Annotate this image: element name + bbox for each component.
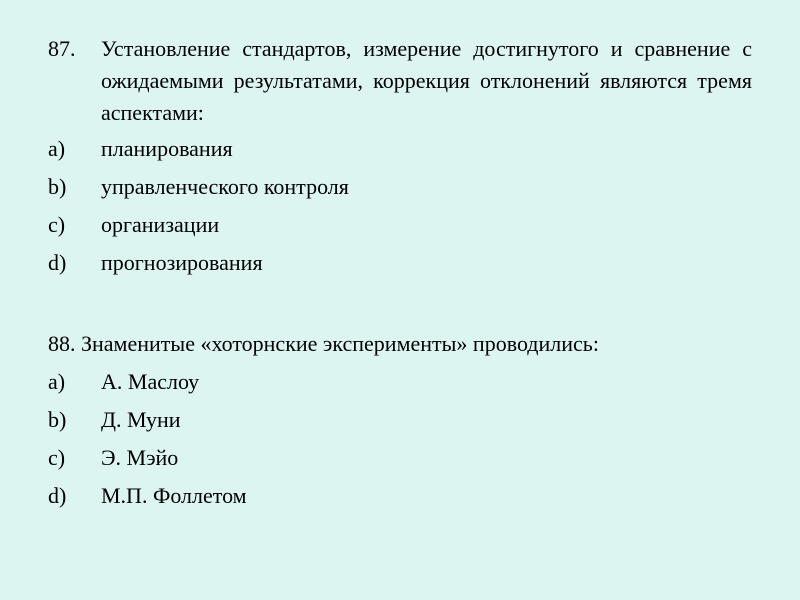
question-header xyxy=(48,325,752,363)
option-letter: d) xyxy=(48,483,67,508)
answer-option-b xyxy=(48,401,752,439)
option-letter: c) xyxy=(48,212,66,237)
option-letter: d) xyxy=(48,250,67,275)
option-letter: b) xyxy=(48,174,67,199)
question-87 xyxy=(48,30,752,282)
answer-option-d xyxy=(48,477,752,515)
question-number: 88. xyxy=(48,331,76,356)
answer-option-c xyxy=(48,439,752,477)
answer-option-a xyxy=(48,130,752,168)
option-letter: b) xyxy=(48,407,67,432)
question-text: Установление стандартов, измерение достигнутого и сравнение с ожидаемыми результатами, коррекция отклонений являются тремя аспектами: xyxy=(101,36,752,125)
option-letter: a) xyxy=(48,136,66,161)
option-text: управленческого контроля xyxy=(101,174,349,199)
question-88 xyxy=(48,325,752,515)
question-text: Знаменитые «хоторнские эксперименты» проводились: xyxy=(81,331,599,356)
answer-option-c xyxy=(48,206,752,244)
option-text: прогнозирования xyxy=(101,250,263,275)
answer-option-d xyxy=(48,244,752,282)
option-text: планирования xyxy=(101,136,233,161)
answer-options xyxy=(48,363,752,515)
option-letter: a) xyxy=(48,369,66,394)
option-text: Д. Муни xyxy=(101,407,181,432)
option-text: организации xyxy=(101,212,220,237)
question-header xyxy=(48,30,752,129)
option-text: М.П. Фоллетом xyxy=(101,483,247,508)
option-letter: c) xyxy=(48,445,66,470)
answer-option-b xyxy=(48,168,752,206)
question-number: 87. xyxy=(48,36,76,61)
option-text: Э. Мэйо xyxy=(101,445,179,470)
option-text: А. Маслоу xyxy=(101,369,200,394)
answer-options xyxy=(48,130,752,282)
answer-option-a xyxy=(48,363,752,401)
